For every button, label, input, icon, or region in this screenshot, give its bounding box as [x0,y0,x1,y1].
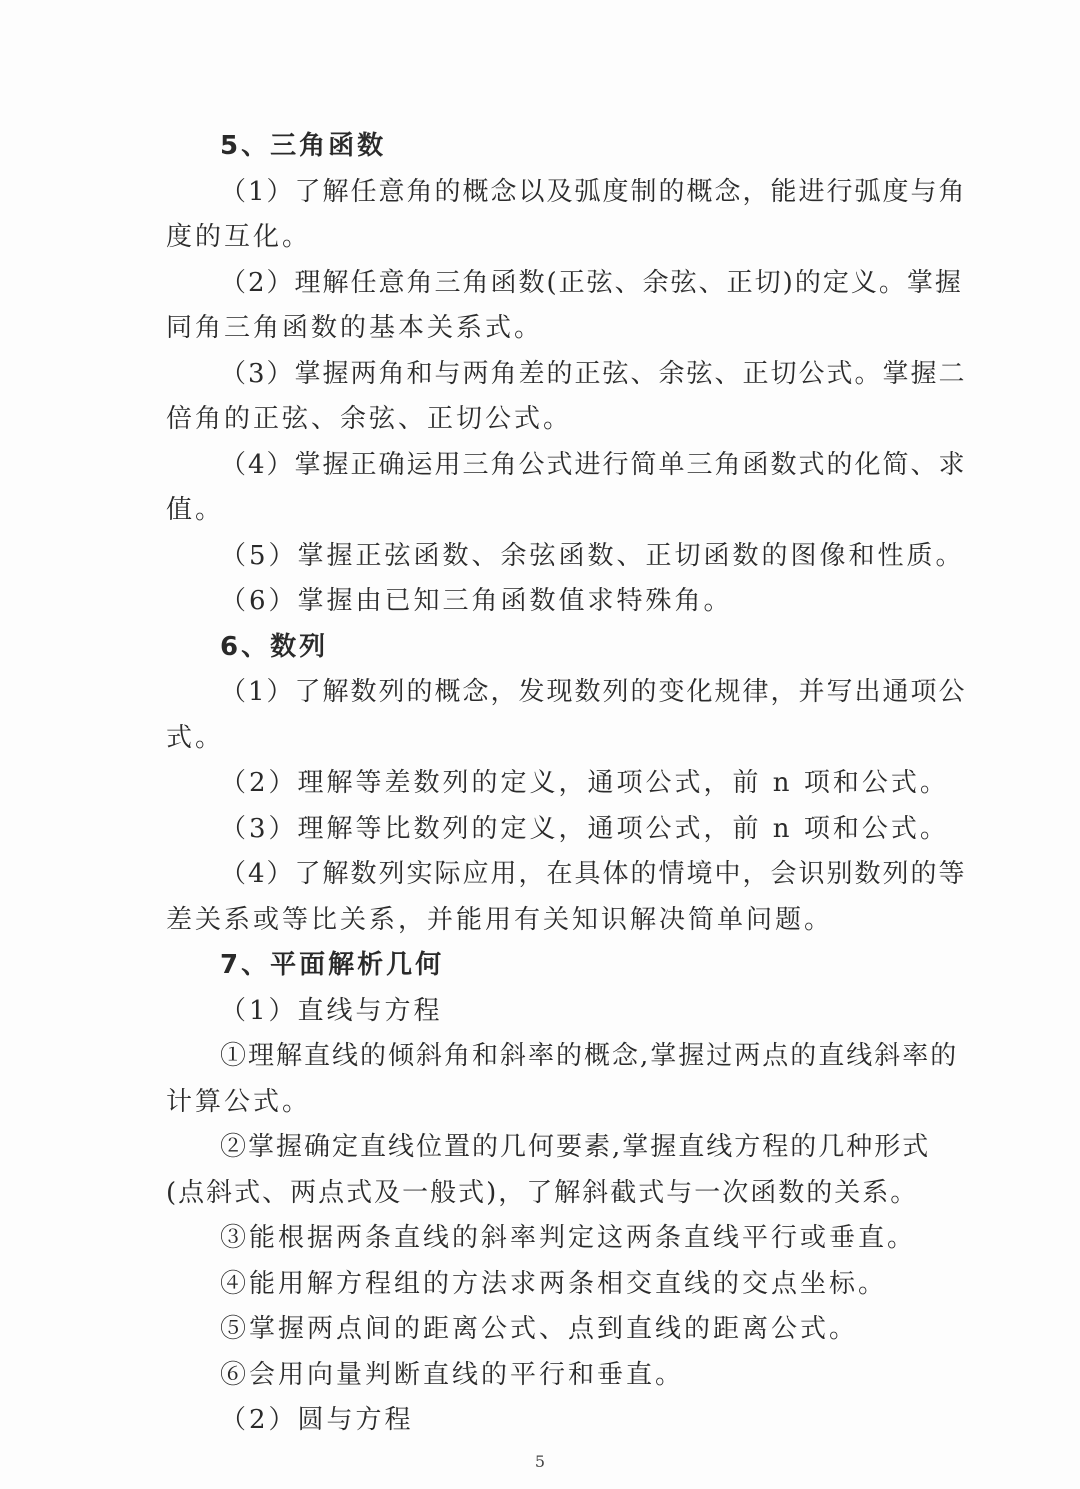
paragraph-line: （4）掌握正确运用三角公式进行简单三角函数式的化简、求 [220,449,967,480]
paragraph-line: （4）了解数列实际应用，在具体的情境中，会识别数列的等 [220,859,967,889]
subsection-heading: （1）直线与方程 [220,995,443,1026]
paragraph-line: ①理解直线的倾斜角和斜率的概念,掌握过两点的直线斜率的 [220,1041,959,1071]
paragraph-line: 倍角的正弦、余弦、正切公式。 [166,404,573,434]
paragraph-line: 计算公式。 [166,1086,312,1117]
paragraph-line: ⑥会用向量判断直线的平行和垂直。 [220,1359,685,1390]
paragraph-line: ⑤掌握两点间的距离公式、点到直线的距离公式。 [220,1314,859,1344]
paragraph-line: （5）掌握正弦函数、余弦函数、正切函数的图像和性质。 [220,540,965,571]
paragraph-line: （6）掌握由已知三角函数值求特殊角。 [220,586,733,616]
page-number: 5 [534,1452,546,1471]
section-heading-7: 7、平面解析几何 [220,950,445,980]
paragraph-line: ③能根据两条直线的斜率判定这两条直线平行或垂直。 [220,1223,917,1253]
paragraph-line: 同角三角函数的基本关系式。 [166,313,544,343]
paragraph-line: （3）理解等比数列的定义，通项公式，前 n 项和公式。 [220,813,949,844]
paragraph-line: （1）了解任意角的概念以及弧度制的概念，能进行弧度与角 [220,176,967,207]
paragraph-line: (点斜式、两点式及一般式)，了解斜截式与一次函数的关系。 [166,1177,919,1208]
paragraph-line: （2）理解等差数列的定义，通项公式，前 n 项和公式。 [220,768,949,798]
section-heading-5: 5、三角函数 [220,131,387,161]
paragraph-line: 值。 [166,495,225,525]
paragraph-line: 度的互化。 [166,222,312,252]
page-content [166,124,967,1444]
paragraph-line: ②掌握确定直线位置的几何要素,掌握直线方程的几种形式 [220,1132,931,1162]
section-heading-6: 6、数列 [220,631,329,662]
paragraph-line: 式。 [166,722,225,753]
subsection-heading: （2）圆与方程 [220,1405,414,1435]
paragraph-line: （3）掌握两角和与两角差的正弦、余弦、正切公式。掌握二 [220,358,967,389]
paragraph-line: 差关系或等比关系，并能用有关知识解决简单问题。 [166,904,834,935]
paragraph-line: （1）了解数列的概念，发现数列的变化规律，并写出通项公 [220,677,967,707]
paragraph-line: ④能用解方程组的方法求两条相交直线的交点坐标。 [220,1268,888,1299]
paragraph-line: （2）理解任意角三角函数(正弦、余弦、正切)的定义。掌握 [220,267,963,298]
